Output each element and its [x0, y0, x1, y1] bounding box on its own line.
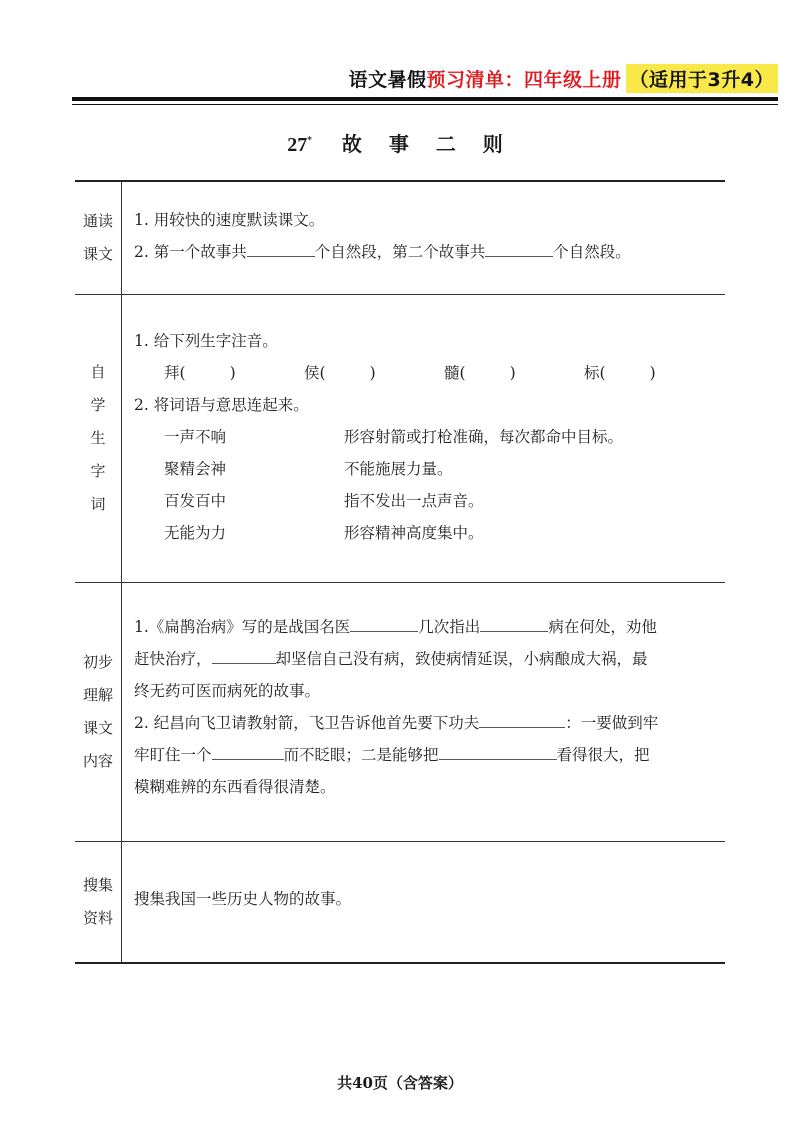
read-item-2-c: 个自然段。: [553, 243, 631, 261]
blank-target[interactable]: [212, 741, 284, 760]
blank-doctor-name[interactable]: [350, 613, 418, 632]
understand-p2-line2: [134, 739, 724, 771]
label-self-2: 学: [90, 396, 106, 414]
blank-basic-skill[interactable]: [479, 709, 565, 728]
p2-l1a: 2. 纪昌向飞卫请教射箭，飞卫告诉他首先要下功夫: [134, 714, 480, 732]
read-item-2-b: 个自然段，第二个故事共: [314, 243, 486, 261]
pinyin-cell-1: [164, 357, 304, 389]
label-read-line2: 课文: [82, 245, 113, 263]
paren-close-1: ): [229, 364, 236, 382]
understand-p2-line1: [134, 707, 724, 739]
label-self-5: 词: [90, 495, 106, 513]
match-right-4[interactable]: 形容精神高度集中。: [344, 524, 484, 542]
content-read: [122, 181, 726, 295]
understand-p1-line2: [134, 643, 724, 675]
blank-small-object[interactable]: [439, 741, 557, 760]
label-self-study: [75, 295, 122, 583]
read-item-2: [134, 236, 724, 268]
label-collect-2: 资料: [82, 909, 113, 927]
pinyin-blank-3[interactable]: [460, 357, 530, 389]
label-collect-1: 搜集: [82, 876, 113, 894]
p1-l2b: 却坚信自己没有病，致使病情延误，小病酿成大祸，最: [275, 650, 648, 668]
pinyin-cell-2: [304, 357, 444, 389]
match-row-4[interactable]: [134, 517, 724, 549]
row-understand: [75, 583, 725, 842]
match-row-1[interactable]: [134, 421, 724, 453]
blank-patient-name-2[interactable]: [212, 645, 276, 664]
self-q1: 1. 给下列生字注音。: [134, 332, 278, 350]
label-understand-3: 课文: [82, 719, 113, 737]
paren-close-2: ): [369, 364, 376, 382]
match-left-4[interactable]: 无能为力: [164, 524, 227, 542]
page-header: [349, 62, 778, 94]
label-understand-4: 内容: [82, 752, 113, 770]
label-self-3: 生: [90, 429, 106, 447]
pinyin-blank-2[interactable]: [320, 357, 390, 389]
label-collect: [75, 842, 122, 964]
label-self-1: 自: [90, 363, 106, 381]
header-rule-thin: [72, 104, 778, 105]
understand-p1-line1: [134, 611, 724, 643]
p1-l2a: 赶快治疗，: [134, 650, 212, 668]
label-read-line1: 通读: [82, 212, 113, 230]
match-right-1[interactable]: 形容射箭或打枪准确，每次都命中目标。: [344, 428, 624, 446]
label-self-4: 字: [90, 462, 106, 480]
pinyin-blank-4[interactable]: [600, 357, 670, 389]
pinyin-blank-1[interactable]: [180, 357, 250, 389]
p2-l2c: 看得很大，把: [556, 746, 650, 764]
char-1: 拜: [164, 364, 180, 382]
label-read: [75, 181, 122, 295]
p1-l1a: 1.《扁鹊治病》写的是战国名医: [134, 618, 351, 636]
char-3: 髓: [444, 364, 460, 382]
label-understand-2: 理解: [82, 686, 113, 704]
understand-p2-line3: 模糊难辨的东西看得很清楚。: [134, 778, 336, 796]
header-rule-thick: [72, 97, 778, 101]
p1-l1c: 病在何处，劝他: [548, 618, 657, 636]
lesson-star: *: [307, 136, 314, 147]
match-right-2[interactable]: 不能施展力量。: [344, 460, 453, 478]
pinyin-cell-4: [584, 357, 724, 389]
match-left-1[interactable]: 一声不响: [164, 428, 227, 446]
paren-close-4: ): [649, 364, 656, 382]
label-understand-1: 初步: [82, 653, 113, 671]
read-item-1: 1. 用较快的速度默读课文。: [134, 211, 325, 229]
match-row-3[interactable]: [134, 485, 724, 517]
content-collect: [122, 842, 726, 964]
preview-table: [75, 180, 725, 964]
header-highlight: 预习清单：四年级上册: [426, 68, 622, 91]
blank-patient-name[interactable]: [480, 613, 548, 632]
match-left-3[interactable]: 百发百中: [164, 492, 227, 510]
content-self-study: [122, 295, 726, 583]
paren-open-1: (: [179, 364, 186, 382]
p2-l2b: 而不眨眼；二是能够把: [283, 746, 439, 764]
header-prefix: 语文暑假: [348, 68, 427, 91]
char-2: 侯: [304, 364, 320, 382]
row-collect: [75, 842, 725, 964]
paren-open-4: (: [599, 364, 606, 382]
lesson-number: 27: [287, 134, 308, 156]
lesson-name: 故 事 二 则: [341, 132, 513, 156]
pinyin-row: [134, 357, 724, 389]
collect-text: 搜集我国一些历史人物的故事。: [134, 890, 352, 908]
match-right-3[interactable]: 指不发出一点声音。: [344, 492, 484, 510]
label-understand: [75, 583, 122, 842]
understand-p1-line3: 终无药可医而病死的故事。: [134, 682, 321, 700]
char-4: 标: [584, 364, 600, 382]
blank-paragraph-count-2[interactable]: [485, 238, 553, 257]
paren-close-3: ): [509, 364, 516, 382]
content-understand: [122, 583, 726, 842]
match-row-2[interactable]: [134, 453, 724, 485]
match-left-2[interactable]: 聚精会神: [164, 460, 227, 478]
p2-l1b: ：一要做到牢: [565, 714, 659, 732]
blank-paragraph-count-1[interactable]: [247, 238, 315, 257]
self-q2: 2. 将词语与意思连起来。: [134, 396, 309, 414]
read-item-2-a: 2. 第一个故事共: [134, 243, 247, 261]
paren-open-3: (: [459, 364, 466, 382]
p1-l1b: 几次指出: [418, 618, 481, 636]
p2-l2a: 牢盯住一个: [134, 746, 212, 764]
row-self-study: [75, 295, 725, 583]
lesson-title: [0, 128, 800, 157]
pinyin-cell-3: [444, 357, 584, 389]
row-read: [75, 181, 725, 295]
page-footer: 共40页（含答案）: [337, 1074, 463, 1092]
paren-open-2: (: [319, 364, 326, 382]
header-grade-badge: （适用于3升4）: [626, 64, 778, 93]
